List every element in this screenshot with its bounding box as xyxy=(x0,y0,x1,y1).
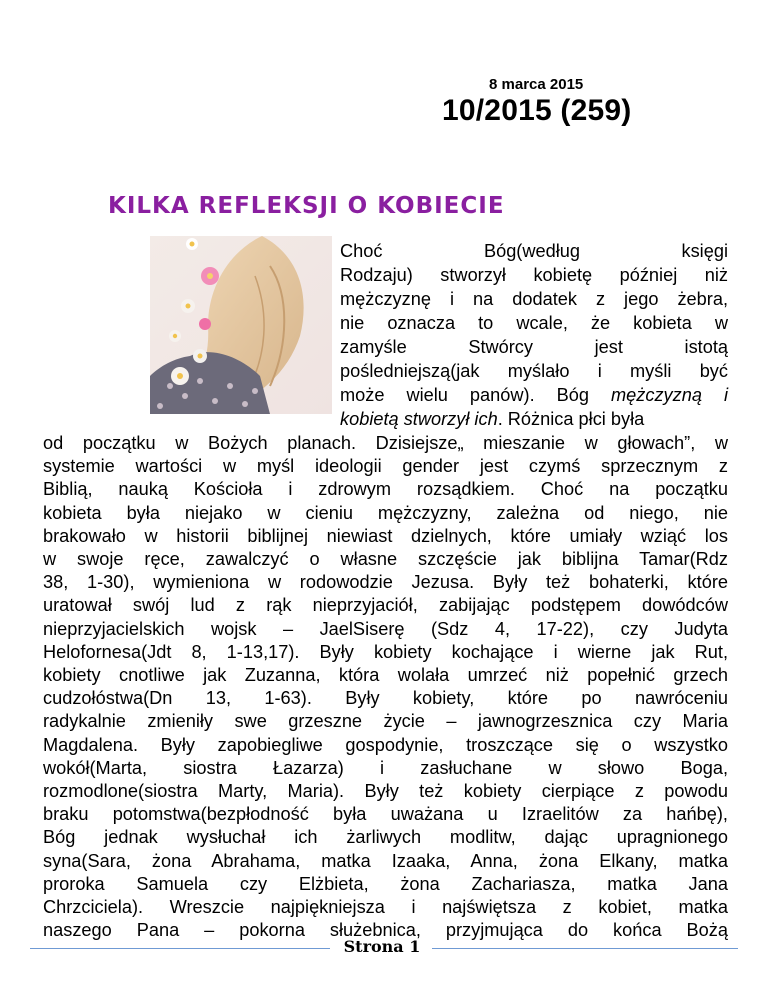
issue-date: 8 marca 2015 xyxy=(489,76,584,93)
article-line: od początku w Bożych planach. Dzisiejsze„ mieszanie w głowach”, w xyxy=(43,433,728,453)
article-line-mixed xyxy=(340,407,728,431)
article-line: w swoje ręce, zawalczyć o własne szczęście jak biblijna Tamar(Rdz xyxy=(43,549,728,569)
article-line: braku potomstwa(bezpłodność była uważana u Izraelitów za hańbę), xyxy=(43,804,728,825)
article-line: kobiety cnotliwe jak Zuzanna, która wolała umrzeć niż popełnić grzech xyxy=(43,665,728,685)
article-quote: mężczyzną i xyxy=(611,385,729,405)
article-line: systemie wartości w myśl ideologii gender jest czymś sprzecznym z xyxy=(43,456,728,477)
article-quote: kobietą stworzył ich xyxy=(340,409,498,429)
article-line: Magdalena. Były zapobiegliwe gospodynie, troszczące się o wszystko xyxy=(43,734,728,755)
article-line: mężczyznę i na dodatek z jego żebra, xyxy=(340,289,728,309)
article-line: nie oznacza to wcale, że kobieta w xyxy=(340,313,728,333)
article-line: uratował swój lud z rąk nieprzyjaciół, zabijając podstępem dowódców xyxy=(43,595,728,616)
article-line: syna(Sara, żona Abrahama, matka Izaaka, Anna, żona Elkany, matka xyxy=(43,850,728,871)
article-line: brakowało w historii biblijnej niewiast dzielnych, które umiały wziąć los xyxy=(43,525,728,546)
article-line: Biblią, nauką Kościoła i zdrowym rozsądkiem. Choć na początku xyxy=(43,479,728,500)
article-line: wokół(Marta, siostra Łazarza) i zasłuchane w słowo Boga, xyxy=(43,757,728,778)
article-line-mixed xyxy=(340,383,728,407)
article-line: pośledniejszą(jak myślało i myśli być xyxy=(340,361,728,381)
article-line: naszego Pana – pokorna służebnica, przyjmująca do końca Bożą xyxy=(43,920,728,941)
article-line: proroka Samuela czy Elżbieta, żona Zachariasza, matka Jana xyxy=(43,873,728,894)
article-line: nieprzyjacielskich wojsk – JaelSiserę (Sdz 4, 17-22), czy Judyta xyxy=(43,618,728,639)
article-line: kobieta była niejako w cieniu mężczyzny, zależna od niego, nie xyxy=(43,502,728,523)
footer-rule-right xyxy=(432,948,738,949)
article-line: rozmodlone(siostra Marty, Maria). Były też kobiety cierpiące z powodu xyxy=(43,781,728,801)
article-line-part: . Różnica płci była xyxy=(497,409,645,429)
article-line: Choć Bóg(według księgi xyxy=(340,241,728,261)
article-line: cudzołóstwa(Dn 13, 1-63). Były kobiety, które po nawróceniu xyxy=(43,688,728,709)
article-line-part: może wielu panów). Bóg xyxy=(340,385,611,405)
article-line: Helofornesa(Jdt 8, 1-13,17). Były kobiety kochające i wierne jak Rut, xyxy=(43,641,728,662)
footer-rule-left xyxy=(30,948,330,949)
article-line: Bóg jednak wysłuchał ich żarliwych modlitw, dając upragnionego xyxy=(43,827,728,848)
article-title: KILKA REFLEKSJI O KOBIECIE xyxy=(108,193,505,219)
article-line: 38, 1-30), wymieniona w rodowodzie Jezusa. Były też bohaterki, które xyxy=(43,572,728,593)
article-line: Chrzciciela). Wreszcie najpiękniejsza i najświętsza z kobiet, matka xyxy=(43,897,728,917)
page-number: Strona 1 xyxy=(343,937,421,956)
article-line: radykalnie zmieniły swe grzeszne życie – jawnogrzesznica czy Maria xyxy=(43,711,728,732)
article-line: zamyśle Stwórcy jest istotą xyxy=(340,337,728,357)
article-line: Rodzaju) stworzył kobietę później niż xyxy=(340,265,728,285)
issue-number: 10/2015 (259) xyxy=(442,94,632,127)
